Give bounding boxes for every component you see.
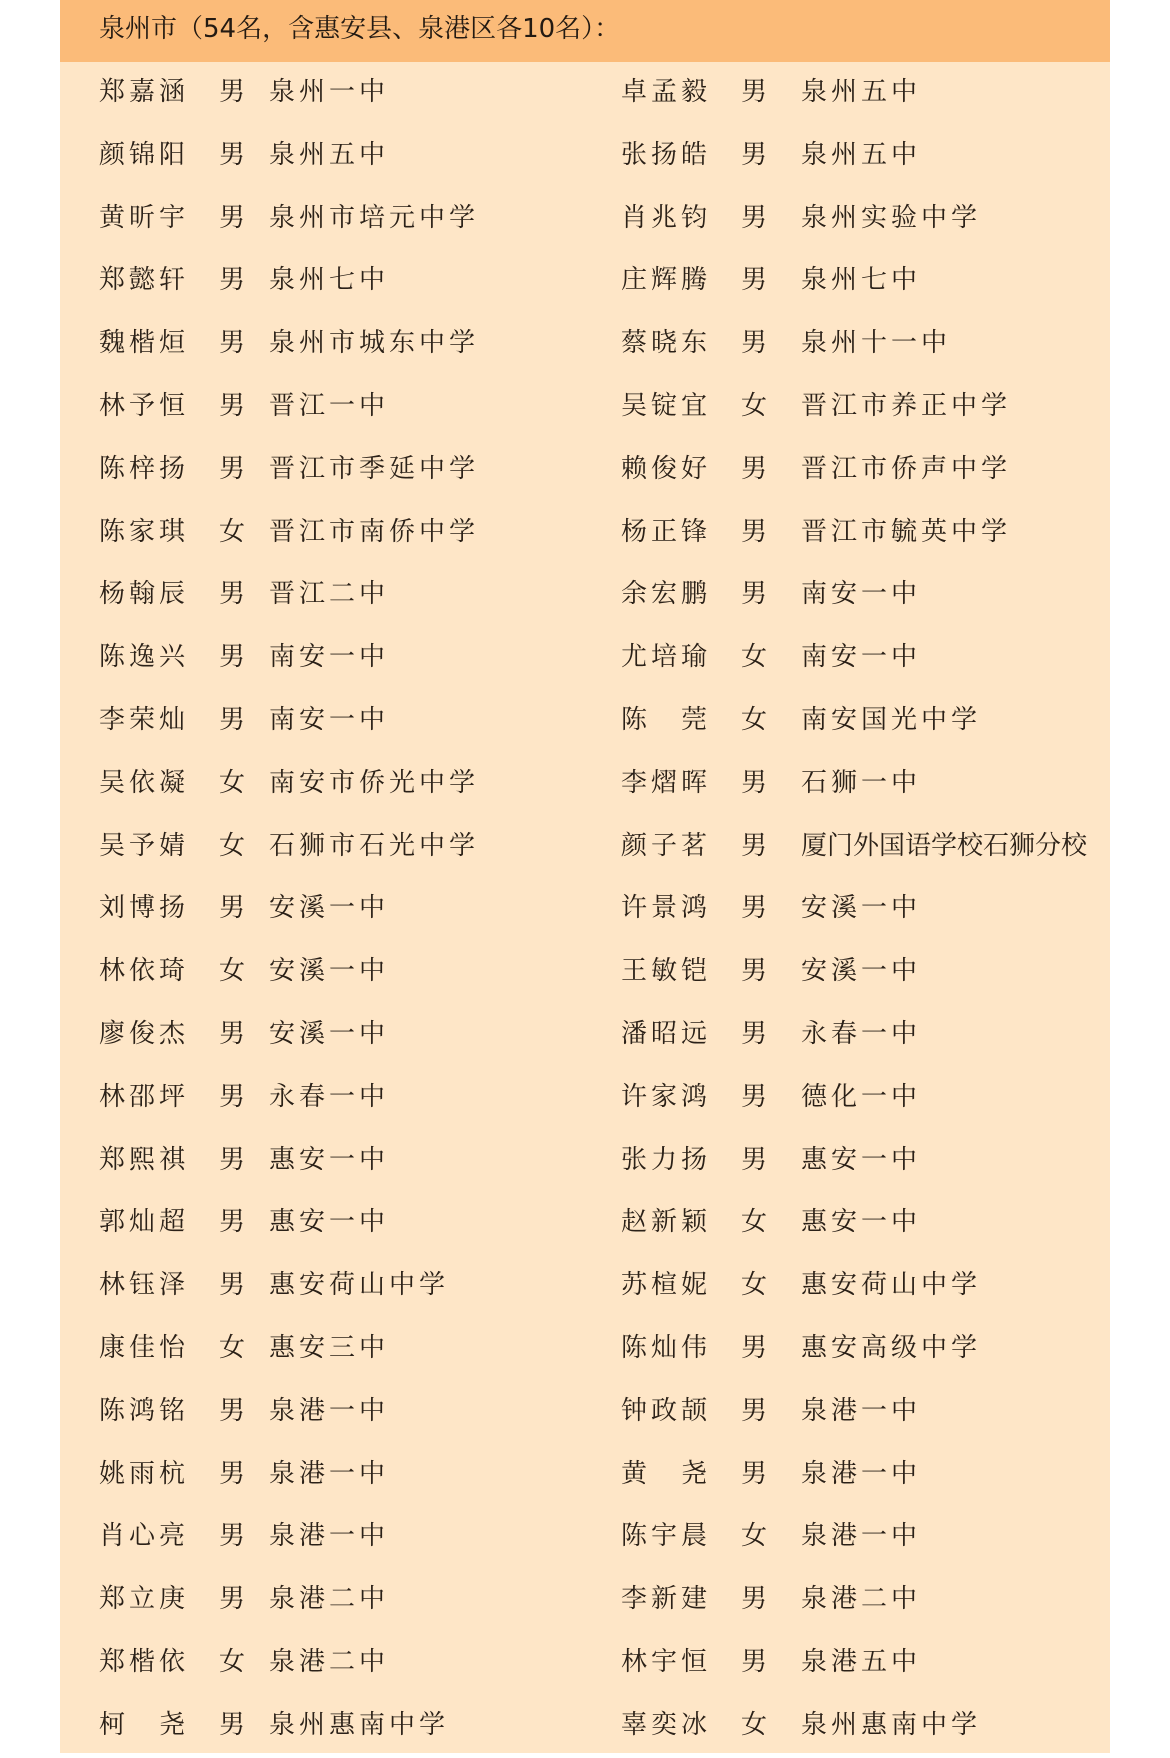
student-gender: 男 — [741, 1144, 772, 1175]
student-school: 惠安一中 — [801, 1207, 922, 1238]
student-gender: 男 — [741, 956, 772, 987]
student-name: 张扬皓 — [621, 139, 712, 170]
student-school: 南安一中 — [801, 579, 922, 610]
student-gender: 男 — [219, 579, 250, 610]
student-name: 陈鸿铭 — [99, 1395, 190, 1426]
student-school: 泉州五中 — [269, 139, 390, 170]
student-gender: 男 — [219, 1270, 250, 1301]
student-school: 泉州实验中学 — [801, 202, 982, 233]
student-name: 林宇恒 — [621, 1646, 712, 1677]
student-name: 王敏铠 — [621, 956, 712, 987]
student-name: 柯 尧 — [99, 1709, 190, 1740]
student-school: 泉州一中 — [269, 77, 390, 107]
student-name: 黄昕宇 — [99, 202, 190, 233]
student-gender: 男 — [741, 1332, 772, 1363]
student-school: 泉州七中 — [269, 265, 390, 296]
student-name: 余宏鹏 — [621, 579, 712, 610]
student-name: 苏楦妮 — [621, 1270, 712, 1301]
student-school: 南安市侨光中学 — [269, 767, 480, 798]
student-school: 德化一中 — [801, 1081, 922, 1112]
student-name: 陈家琪 — [99, 516, 190, 547]
student-gender: 女 — [219, 767, 250, 798]
student-school: 永春一中 — [801, 1018, 922, 1049]
student-school: 惠安一中 — [269, 1207, 390, 1238]
student-school: 晋江市南侨中学 — [269, 516, 480, 547]
list-row — [60, 627, 1110, 690]
student-gender: 男 — [219, 1081, 250, 1112]
student-school: 惠安一中 — [269, 1144, 390, 1175]
student-school: 泉港二中 — [269, 1646, 390, 1677]
student-name: 康佳怡 — [99, 1332, 190, 1363]
student-name: 陈逸兴 — [99, 642, 190, 673]
student-gender: 男 — [219, 704, 250, 735]
student-gender: 男 — [219, 453, 250, 484]
student-name: 林钰泽 — [99, 1270, 190, 1301]
student-name: 颜子茗 — [621, 830, 712, 861]
student-gender: 男 — [219, 1144, 250, 1175]
student-list — [60, 62, 1110, 1758]
list-row — [60, 1381, 1110, 1444]
student-gender: 男 — [741, 1018, 772, 1049]
student-name: 郑楷依 — [99, 1646, 190, 1677]
list-row — [60, 941, 1110, 1004]
student-school: 晋江市季延中学 — [269, 453, 480, 484]
student-school: 晋江市侨声中学 — [801, 453, 1012, 484]
student-school: 泉港一中 — [801, 1458, 922, 1489]
student-school: 晋江市毓英中学 — [801, 516, 1012, 547]
student-name: 郭灿超 — [99, 1207, 190, 1238]
list-row — [60, 62, 1110, 125]
student-name: 吴锭宜 — [621, 390, 712, 421]
student-name: 林依琦 — [99, 956, 190, 987]
student-name: 尤培瑜 — [621, 642, 712, 673]
student-name: 潘昭远 — [621, 1018, 712, 1049]
student-school: 南安一中 — [269, 642, 390, 673]
student-name: 林邵坪 — [99, 1081, 190, 1112]
student-school: 泉州十一中 — [801, 328, 952, 359]
student-school: 惠安三中 — [269, 1332, 390, 1363]
student-gender: 男 — [219, 1395, 250, 1426]
student-name: 肖兆钧 — [621, 202, 712, 233]
student-school: 泉州五中 — [801, 77, 922, 107]
list-row — [60, 313, 1110, 376]
student-gender: 男 — [741, 1395, 772, 1426]
student-gender: 男 — [741, 139, 772, 170]
list-row — [60, 439, 1110, 502]
list-row — [60, 1444, 1110, 1507]
student-school: 晋江市养正中学 — [801, 390, 1012, 421]
student-school: 惠安荷山中学 — [269, 1270, 450, 1301]
student-gender: 男 — [219, 328, 250, 359]
student-school: 石狮市石光中学 — [269, 830, 480, 861]
student-list-panel — [60, 0, 1110, 1753]
student-gender: 男 — [741, 1458, 772, 1489]
student-name: 杨翰辰 — [99, 579, 190, 610]
student-name: 肖心亮 — [99, 1521, 190, 1552]
list-row — [60, 878, 1110, 941]
student-gender: 男 — [219, 77, 250, 107]
student-school: 泉州市培元中学 — [269, 202, 480, 233]
student-name: 许景鸿 — [621, 893, 712, 924]
student-name: 郑嘉涵 — [99, 77, 190, 107]
student-name: 辜奕冰 — [621, 1709, 712, 1740]
student-gender: 女 — [741, 1270, 772, 1301]
student-name: 庄辉腾 — [621, 265, 712, 296]
list-row — [60, 1506, 1110, 1569]
student-name: 卓孟毅 — [621, 77, 712, 107]
student-school: 安溪一中 — [801, 956, 922, 987]
student-name: 陈 莞 — [621, 704, 712, 735]
student-gender: 女 — [219, 830, 250, 861]
list-row — [60, 250, 1110, 313]
student-gender: 男 — [219, 202, 250, 233]
section-header — [60, 0, 1110, 62]
student-school: 泉港一中 — [801, 1395, 922, 1426]
student-gender: 男 — [741, 1584, 772, 1615]
student-school: 惠安一中 — [801, 1144, 922, 1175]
list-row — [60, 1004, 1110, 1067]
student-name: 陈宇晨 — [621, 1521, 712, 1552]
student-gender: 男 — [741, 1646, 772, 1677]
list-row — [60, 1318, 1110, 1381]
student-gender: 男 — [219, 1018, 250, 1049]
student-school: 安溪一中 — [269, 893, 390, 924]
student-school: 泉州惠南中学 — [801, 1709, 982, 1740]
student-name: 钟政颉 — [621, 1395, 712, 1426]
student-school: 泉港一中 — [801, 1521, 922, 1552]
student-school: 厦门外国语学校石狮分校 — [801, 830, 1088, 861]
student-gender: 女 — [741, 390, 772, 421]
student-name: 李熠晖 — [621, 767, 712, 798]
student-school: 泉港二中 — [269, 1584, 390, 1615]
student-gender: 男 — [219, 1584, 250, 1615]
student-school: 晋江二中 — [269, 579, 390, 610]
student-gender: 男 — [219, 1521, 250, 1552]
list-row — [60, 1130, 1110, 1193]
student-school: 泉港一中 — [269, 1458, 390, 1489]
student-gender: 男 — [741, 328, 772, 359]
student-gender: 男 — [741, 830, 772, 861]
student-gender: 男 — [741, 202, 772, 233]
student-gender: 女 — [741, 1709, 772, 1740]
student-gender: 女 — [741, 642, 772, 673]
list-row — [60, 753, 1110, 816]
student-name: 林予恒 — [99, 390, 190, 421]
list-row — [60, 1569, 1110, 1632]
student-name: 魏楷烜 — [99, 328, 190, 359]
list-row — [60, 1632, 1110, 1695]
student-name: 陈梓扬 — [99, 453, 190, 484]
list-row — [60, 1192, 1110, 1255]
student-gender: 男 — [219, 265, 250, 296]
student-gender: 男 — [741, 579, 772, 610]
student-name: 杨正锋 — [621, 516, 712, 547]
student-gender: 男 — [219, 139, 250, 170]
student-school: 泉州市城东中学 — [269, 328, 480, 359]
student-school: 泉港五中 — [801, 1646, 922, 1677]
student-school: 惠安高级中学 — [801, 1332, 982, 1363]
student-school: 永春一中 — [269, 1081, 390, 1112]
student-school: 石狮一中 — [801, 767, 922, 798]
student-school: 泉港二中 — [801, 1584, 922, 1615]
student-gender: 男 — [741, 516, 772, 547]
student-gender: 男 — [219, 390, 250, 421]
student-name: 刘博扬 — [99, 893, 190, 924]
student-name: 郑立庚 — [99, 1584, 190, 1615]
student-name: 李新建 — [621, 1584, 712, 1615]
student-school: 惠安荷山中学 — [801, 1270, 982, 1301]
student-school: 南安国光中学 — [801, 704, 982, 735]
student-name: 郑懿轩 — [99, 265, 190, 296]
list-row — [60, 816, 1110, 879]
student-school: 安溪一中 — [801, 893, 922, 924]
list-row — [60, 564, 1110, 627]
student-gender: 男 — [741, 453, 772, 484]
list-row — [60, 1067, 1110, 1130]
student-school: 泉港一中 — [269, 1395, 390, 1426]
student-gender: 男 — [741, 893, 772, 924]
list-row — [60, 1695, 1110, 1758]
list-row — [60, 188, 1110, 251]
list-row — [60, 1255, 1110, 1318]
student-school: 泉州七中 — [801, 265, 922, 296]
student-gender: 男 — [741, 1081, 772, 1112]
student-gender: 女 — [741, 1207, 772, 1238]
student-school: 南安一中 — [801, 642, 922, 673]
student-name: 赵新颖 — [621, 1207, 712, 1238]
student-school: 泉州五中 — [801, 139, 922, 170]
student-gender: 男 — [219, 1458, 250, 1489]
student-school: 泉州惠南中学 — [269, 1709, 450, 1740]
student-gender: 男 — [219, 1709, 250, 1740]
student-gender: 女 — [741, 1521, 772, 1552]
student-gender: 女 — [741, 704, 772, 735]
student-gender: 男 — [741, 77, 772, 107]
student-gender: 男 — [219, 1207, 250, 1238]
student-name: 廖俊杰 — [99, 1018, 190, 1049]
student-name: 陈灿伟 — [621, 1332, 712, 1363]
section-title: 泉州市（54名，含惠安县、泉港区各10名）： — [99, 14, 621, 44]
student-gender: 男 — [741, 767, 772, 798]
list-row — [60, 125, 1110, 188]
student-gender: 女 — [219, 1646, 250, 1677]
student-name: 吴予婧 — [99, 830, 190, 861]
student-school: 泉港一中 — [269, 1521, 390, 1552]
student-name: 郑熙祺 — [99, 1144, 190, 1175]
student-school: 安溪一中 — [269, 956, 390, 987]
student-gender: 女 — [219, 1332, 250, 1363]
student-school: 安溪一中 — [269, 1018, 390, 1049]
student-name: 姚雨杭 — [99, 1458, 190, 1489]
student-gender: 男 — [219, 893, 250, 924]
student-gender: 女 — [219, 956, 250, 987]
student-school: 南安一中 — [269, 704, 390, 735]
student-name: 赖俊好 — [621, 453, 712, 484]
student-name: 李荣灿 — [99, 704, 190, 735]
student-name: 黄 尧 — [621, 1458, 712, 1489]
student-school: 晋江一中 — [269, 390, 390, 421]
list-row — [60, 376, 1110, 439]
student-name: 蔡晓东 — [621, 328, 712, 359]
student-name: 张力扬 — [621, 1144, 712, 1175]
student-gender: 男 — [741, 265, 772, 296]
student-name: 许家鸿 — [621, 1081, 712, 1112]
student-gender: 男 — [219, 642, 250, 673]
student-name: 吴依凝 — [99, 767, 190, 798]
list-row — [60, 690, 1110, 753]
student-gender: 女 — [219, 516, 250, 547]
student-name: 颜锦阳 — [99, 139, 190, 170]
list-row — [60, 502, 1110, 565]
